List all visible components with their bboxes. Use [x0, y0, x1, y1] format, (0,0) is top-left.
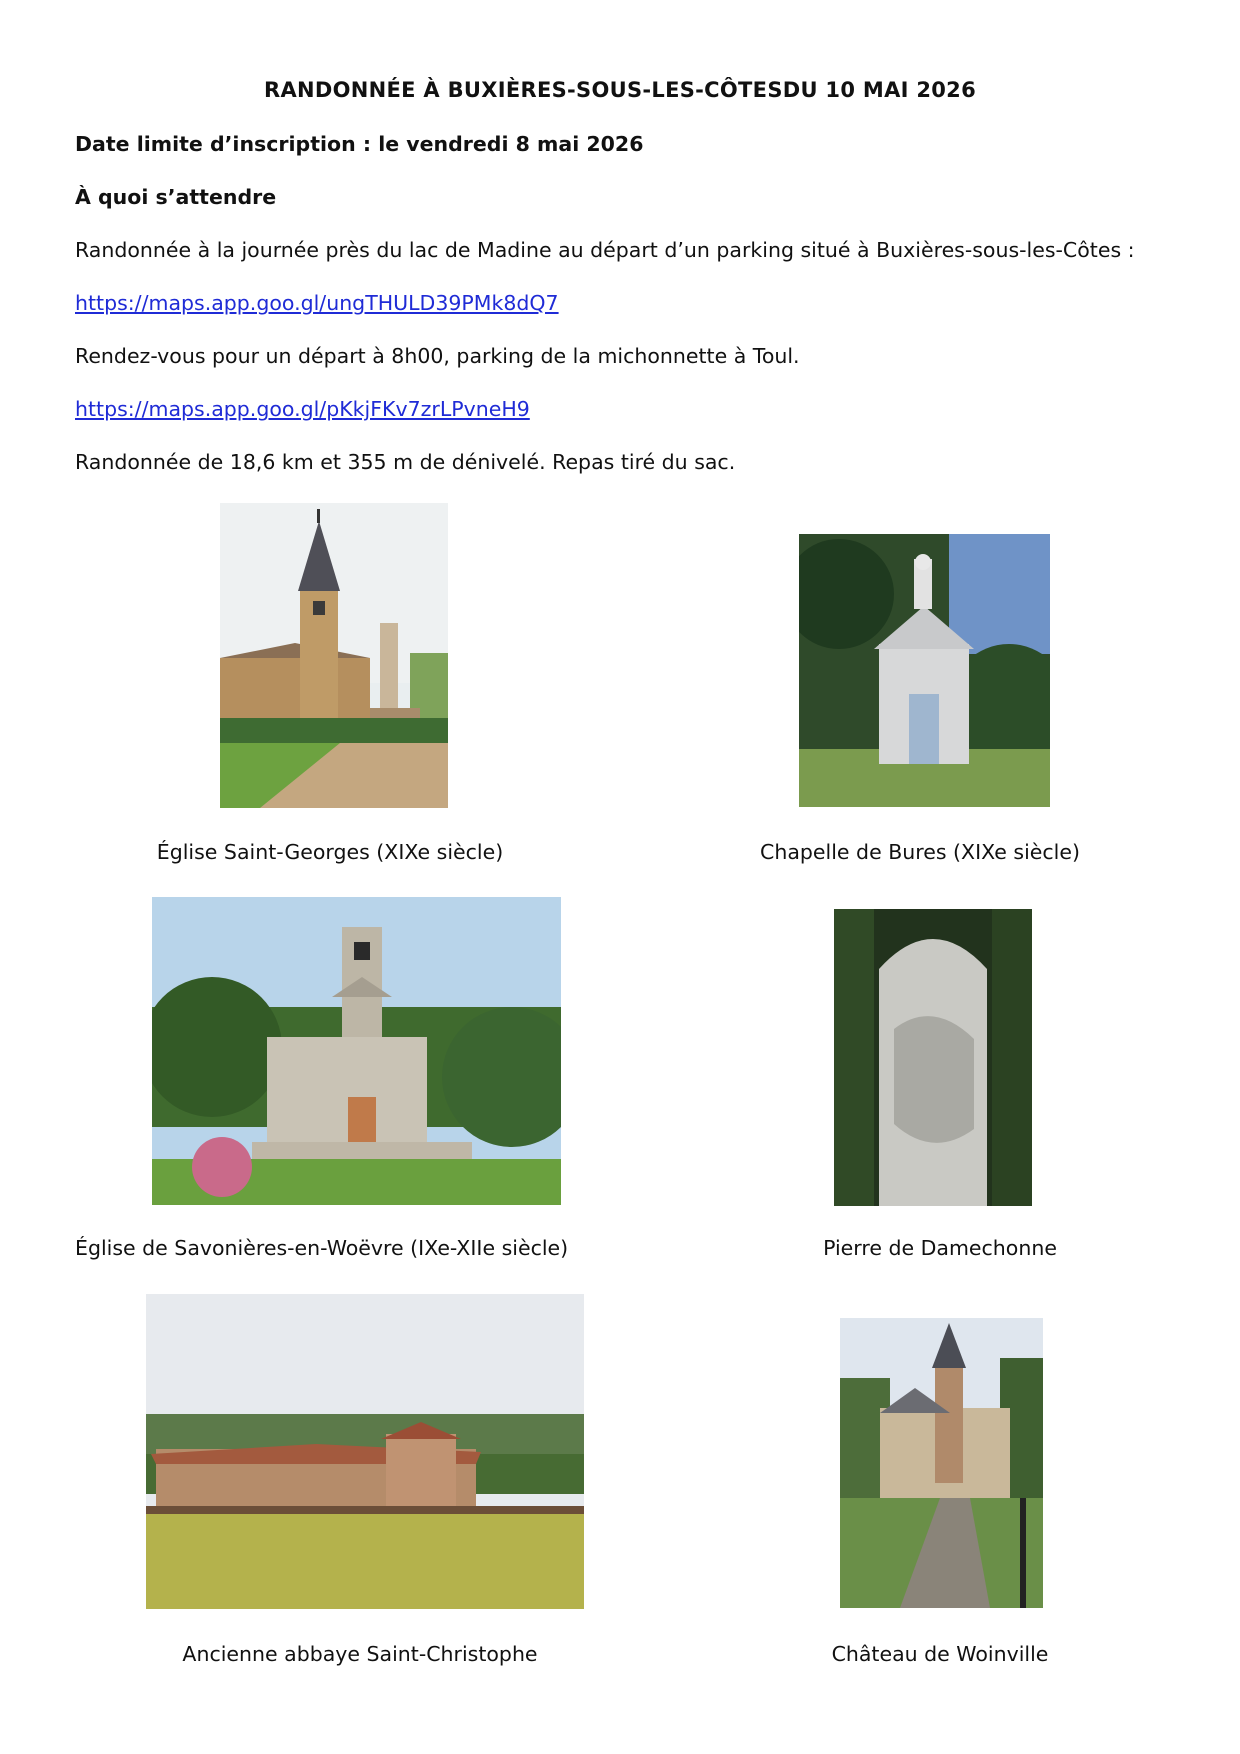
caption-chapelle-bures: Chapelle de Bures (XIXe siècle) [760, 840, 1080, 864]
photo-eglise-saint-georges [220, 503, 448, 808]
photo-pierre-damechonne [834, 909, 1032, 1206]
photo-chateau-woinville [840, 1318, 1043, 1608]
photo-chapelle-bures [799, 534, 1050, 807]
caption-abbaye-saint-christophe: Ancienne abbaye Saint-Christophe [182, 1642, 538, 1666]
photo-eglise-savonieres [152, 897, 561, 1205]
meeting-text: Rendez-vous pour un départ à 8h00, parking de la michonnette à Toul. [75, 344, 800, 368]
caption-pierre-damechonne: Pierre de Damechonne [823, 1236, 1057, 1260]
page-title: RANDONNÉE À BUXIÈRES-SOUS-LES-CÔTESDU 10 MAI 2026 [263, 78, 976, 102]
caption-eglise-saint-georges: Église Saint-Georges (XIXe siècle) [156, 840, 504, 864]
map-link-meeting[interactable]: https://maps.app.goo.gl/pKkjFKv7zrLPvneH9 [75, 397, 530, 421]
caption-eglise-savonieres: Église de Savonières-en-Woëvre (IXe-XIIe siècle) [75, 1236, 569, 1260]
caption-chateau-woinville: Château de Woinville [831, 1642, 1049, 1666]
map-link-start[interactable]: https://maps.app.goo.gl/ungTHULD39PMk8dQ7 [75, 291, 559, 315]
photo-abbaye-saint-christophe [146, 1294, 584, 1609]
intro-text: Randonnée à la journée près du lac de Madine au départ d’un parking situé à Buxières-sous-les-Côtes : [75, 238, 1135, 262]
section-heading-expect: À quoi s’attendre [75, 185, 277, 209]
registration-deadline: Date limite d’inscription : le vendredi 8 mai 2026 [75, 132, 644, 156]
hike-details: Randonnée de 18,6 km et 355 m de dénivelé. Repas tiré du sac. [75, 450, 736, 474]
